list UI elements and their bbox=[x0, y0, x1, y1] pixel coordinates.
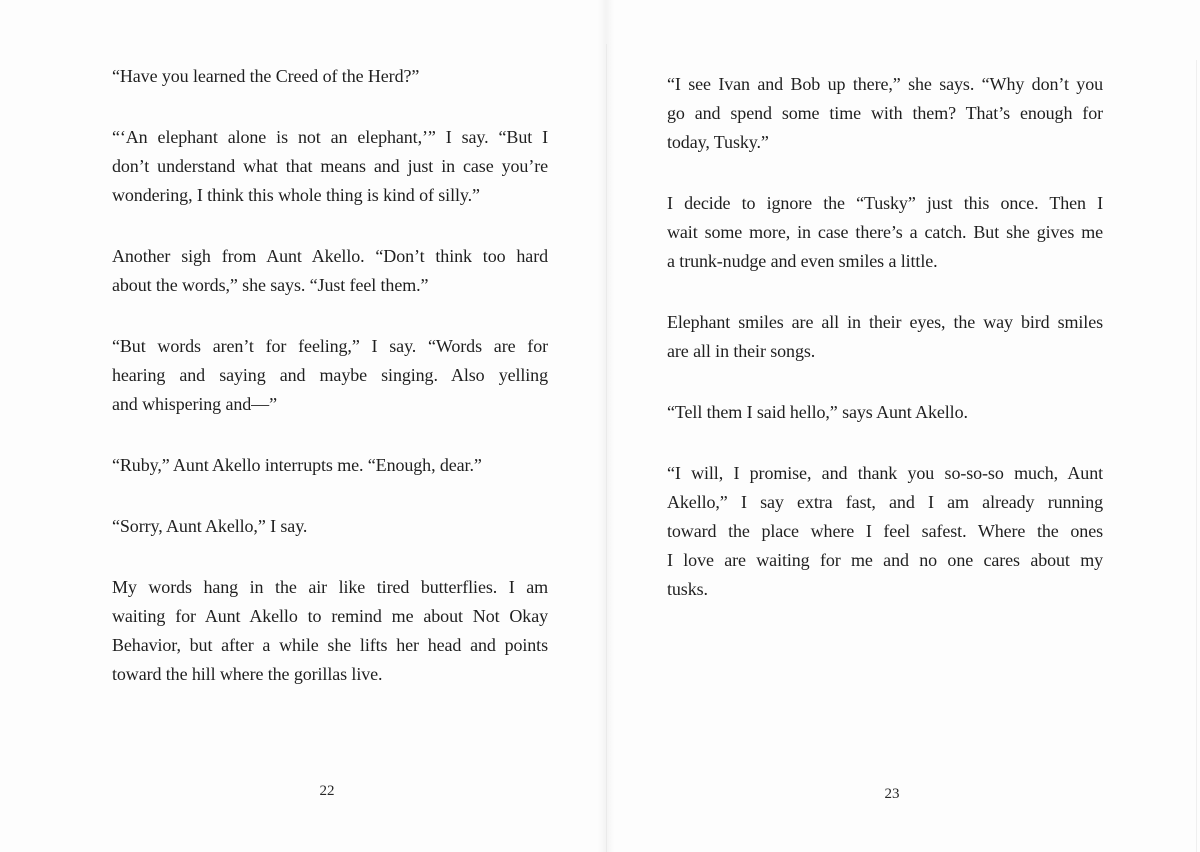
paragraph bbox=[667, 70, 1103, 157]
paragraph bbox=[112, 62, 548, 91]
text-line: toward the place where I feel safest. Where the ones bbox=[667, 521, 1103, 541]
page-number-right: 23 bbox=[884, 786, 900, 802]
text-line: today, Tusky.” bbox=[667, 132, 769, 152]
text-line: a trunk-nudge and even smiles a little. bbox=[667, 251, 938, 271]
text-line: Behavior, but after a while she lifts her head and points bbox=[112, 635, 548, 655]
text-line: tusks. bbox=[667, 579, 708, 599]
page-gutter-line bbox=[606, 44, 607, 852]
paragraph bbox=[112, 332, 548, 419]
text-line: don’t understand what that means and just in case you’re bbox=[112, 156, 548, 176]
text-line: wait some more, in case there’s a catch. But she gives me bbox=[667, 222, 1103, 242]
text-line: wondering, I think this whole thing is kind of silly.” bbox=[112, 185, 480, 205]
paragraph bbox=[112, 242, 548, 300]
paragraph bbox=[112, 123, 548, 210]
text-line: are all in their songs. bbox=[667, 341, 816, 361]
page-number-left: 22 bbox=[319, 783, 335, 799]
paragraph bbox=[667, 398, 1103, 427]
paragraph bbox=[112, 573, 548, 689]
text-line: Another sigh from Aunt Akello. “Don’t think too hard bbox=[112, 246, 548, 266]
page-edge-line bbox=[1196, 60, 1197, 852]
text-line: hearing and saying and maybe singing. Also yelling bbox=[112, 365, 548, 385]
paragraph bbox=[112, 451, 548, 480]
text-line: “Ruby,” Aunt Akello interrupts me. “Enough, dear.” bbox=[112, 455, 482, 475]
text-line: and whispering and—” bbox=[112, 394, 277, 414]
text-line: “I will, I promise, and thank you so-so-so much, Aunt bbox=[667, 463, 1103, 483]
text-line: go and spend some time with them? That’s enough for bbox=[667, 103, 1103, 123]
page-right bbox=[667, 70, 1103, 636]
text-line: I decide to ignore the “Tusky” just this once. Then I bbox=[667, 193, 1103, 213]
text-line: about the words,” she says. “Just feel them.” bbox=[112, 275, 429, 295]
text-line: I love are waiting for me and no one cares about my bbox=[667, 550, 1103, 570]
text-line: “Tell them I said hello,” says Aunt Akello. bbox=[667, 402, 968, 422]
text-line: waiting for Aunt Akello to remind me about Not Okay bbox=[112, 606, 548, 626]
text-line: “I see Ivan and Bob up there,” she says. “Why don’t you bbox=[667, 74, 1103, 94]
paragraph bbox=[667, 308, 1103, 366]
paragraph bbox=[667, 459, 1103, 604]
page-left bbox=[112, 62, 548, 721]
paragraph bbox=[667, 189, 1103, 276]
text-line: “Have you learned the Creed of the Herd?” bbox=[112, 66, 420, 86]
paragraph bbox=[112, 512, 548, 541]
text-line: My words hang in the air like tired butterflies. I am bbox=[112, 577, 548, 597]
text-line: Elephant smiles are all in their eyes, the way bird smiles bbox=[667, 312, 1103, 332]
text-line: “Sorry, Aunt Akello,” I say. bbox=[112, 516, 308, 536]
text-line: “‘An elephant alone is not an elephant,’” I say. “But I bbox=[112, 127, 548, 147]
text-line: toward the hill where the gorillas live. bbox=[112, 664, 383, 684]
text-line: Akello,” I say extra fast, and I am already running bbox=[667, 492, 1103, 512]
text-line: “But words aren’t for feeling,” I say. “Words are for bbox=[112, 336, 548, 356]
